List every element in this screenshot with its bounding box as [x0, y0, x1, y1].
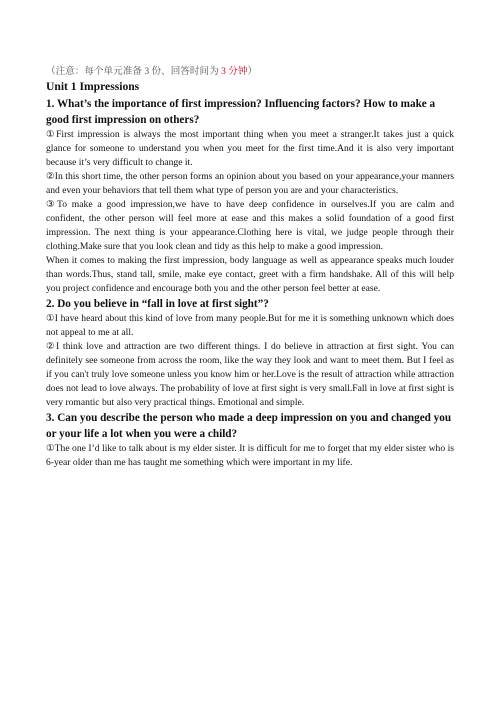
answer-paragraph: ②I think love and attraction are two different things. I do believe in attraction at first sight. You can definitely see someone from across the room, like the way they look and want to meet them. But I feel as if you can't truly love someone unless you know him or her.Love is the result of attraction while attraction does not lead to love always. The probability of love at first sight is very small.Fall in love at first sight is very romantic but also very practical things. Emotional and simple. [46, 341, 454, 408]
note-time-highlight: 3 分钟 [221, 66, 248, 77]
answer-paragraph: ②In this short time, the other person forms an opinion about you based on your appearance,your manners and even your behaviors that tell them what type of person you are and your characteristics. [46, 171, 454, 196]
section-1 [46, 96, 454, 296]
answer-paragraph: ①First impression is always the most important thing when you meet a stranger.It takes just a quick glance for someone to understand you when you meet for the first time.And it is also very important because it’s very difficult to change it. [46, 129, 454, 168]
question-heading: 3. Can you describe the person who made a deep impression on you and changed you or your life a lot when you were a child? [46, 412, 452, 440]
answer-paragraph: ①The one I’d like to talk about is my elder sister. It is difficult for me to forget that my elder sister who is 6-year older than me has taught me something which were important in my life. [46, 443, 454, 468]
section-2 [46, 296, 454, 410]
preparation-note [46, 63, 257, 77]
answer-paragraph: ①I have heard about this kind of love from many people.But for me it is something unknown which does not appeal to me at all. [46, 313, 454, 338]
note-text-end: ） [247, 66, 258, 77]
section-3 [46, 410, 454, 470]
unit-title: Unit 1 Impressions [46, 80, 140, 93]
question-heading: 2. Do you believe in “fall in love at first sight”? [46, 298, 269, 310]
question-heading: 1. What’s the importance of first impression? Influencing factors? How to make a good first impression on others? [46, 98, 436, 126]
note-text: （注意：每个单元准备 3 份、回答时间为 [46, 66, 222, 77]
answer-paragraph: ③To make a good impression,we have to have deep confidence in ourselves.If you are calm and confident, the other person will feel more at ease and this makes a solid foundation of a good first impression. The next thing is your appearance.Clothing here is vital, we judge people through their clothing.Make sure that you look clean and tidy as this help to make a good impression. [46, 199, 454, 252]
document-body [46, 78, 454, 470]
answer-paragraph: When it comes to making the first impression, body language as well as appearance speaks much louder than words.Thus, stand tall, smile, make eye contact, greet with a firm handshake. All of this will help you project confidence and encourage both you and the other person feel better at ease. [46, 255, 454, 294]
